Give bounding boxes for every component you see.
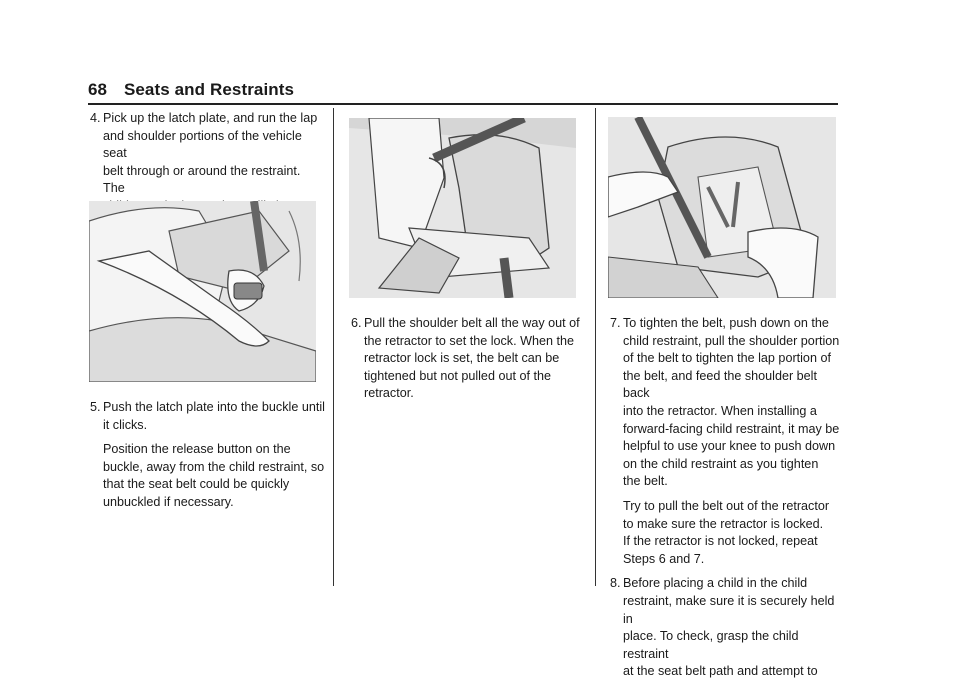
section-title: Seats and Restraints [123,80,295,99]
step-line: it clicks. [103,417,148,432]
step-line: To tighten the belt, push down on the [623,316,829,330]
latch-plate-illustration [89,201,316,382]
note-line: Try to pull the belt out of the retractor [623,498,830,513]
note-line: Position the release button on the [103,442,291,457]
note-line: that the seat belt could be quickly [103,477,290,492]
step-line: the belt, and feed the shoulder belt back [623,368,817,401]
step-line: Push the latch plate into the buckle until [103,400,325,414]
step-7 [610,315,845,491]
note-line: buckle, away from the child restraint, so [103,459,325,474]
step-number: 7. [610,316,621,330]
step-line: on the child restraint as you tighten [623,456,819,471]
step-6 [351,315,586,403]
step-line: retractor. [364,386,414,401]
step-line: into the retractor. When installing a [623,403,817,418]
step-7-note [610,498,845,568]
column-2 [351,315,586,403]
step-5-note [90,441,325,511]
page-number: 68 [88,80,108,99]
step-line: the belt. [623,474,668,489]
step-number: 6. [351,316,362,330]
column-divider-2 [595,108,596,586]
step-line: belt through or around the restraint. The [103,163,301,196]
step-5 [90,399,325,434]
step-8 [610,575,845,681]
page-header [88,80,294,100]
step-number: 8. [610,576,621,591]
note-line: to make sure the retractor is locked. [623,516,824,531]
step-line: and shoulder portions of the vehicle seat [103,128,302,161]
step-line: helpful to use your knee to push down [623,439,836,454]
note-line: unbuckled if necessary. [103,494,234,509]
tighten-belt-illustration [608,117,836,298]
step-line: Pick up the latch plate, and run the lap [103,111,318,125]
step-line: forward-facing child restraint, it may be [623,421,840,436]
step-number: 5. [90,400,101,414]
note-line: Steps 6 and 7. [623,551,705,566]
step-line: place. To check, grasp the child restraint [623,629,799,661]
column-1-lower [90,399,325,512]
step-line: Pull the shoulder belt all the way out of [364,316,580,330]
step-line: child restraint, pull the shoulder portion [623,333,840,348]
step-number: 4. [90,111,101,125]
step-line: at the seat belt path and attempt to [623,664,818,679]
shoulder-belt-pull-illustration [349,118,576,298]
step-line: retractor lock is set, the belt can be [364,351,560,366]
step-line: tightened but not pulled out of the [364,368,551,383]
note-line: If the retractor is not locked, repeat [623,534,818,549]
step-line: the retractor to set the lock. When the [364,333,574,348]
step-line: of the belt to tighten the lap portion of [623,351,831,366]
header-rule [88,103,838,105]
step-line: restraint, make sure it is securely held in [623,593,835,626]
column-divider-1 [333,108,334,586]
step-line: Before placing a child in the child [623,576,808,591]
column-3 [610,315,845,681]
